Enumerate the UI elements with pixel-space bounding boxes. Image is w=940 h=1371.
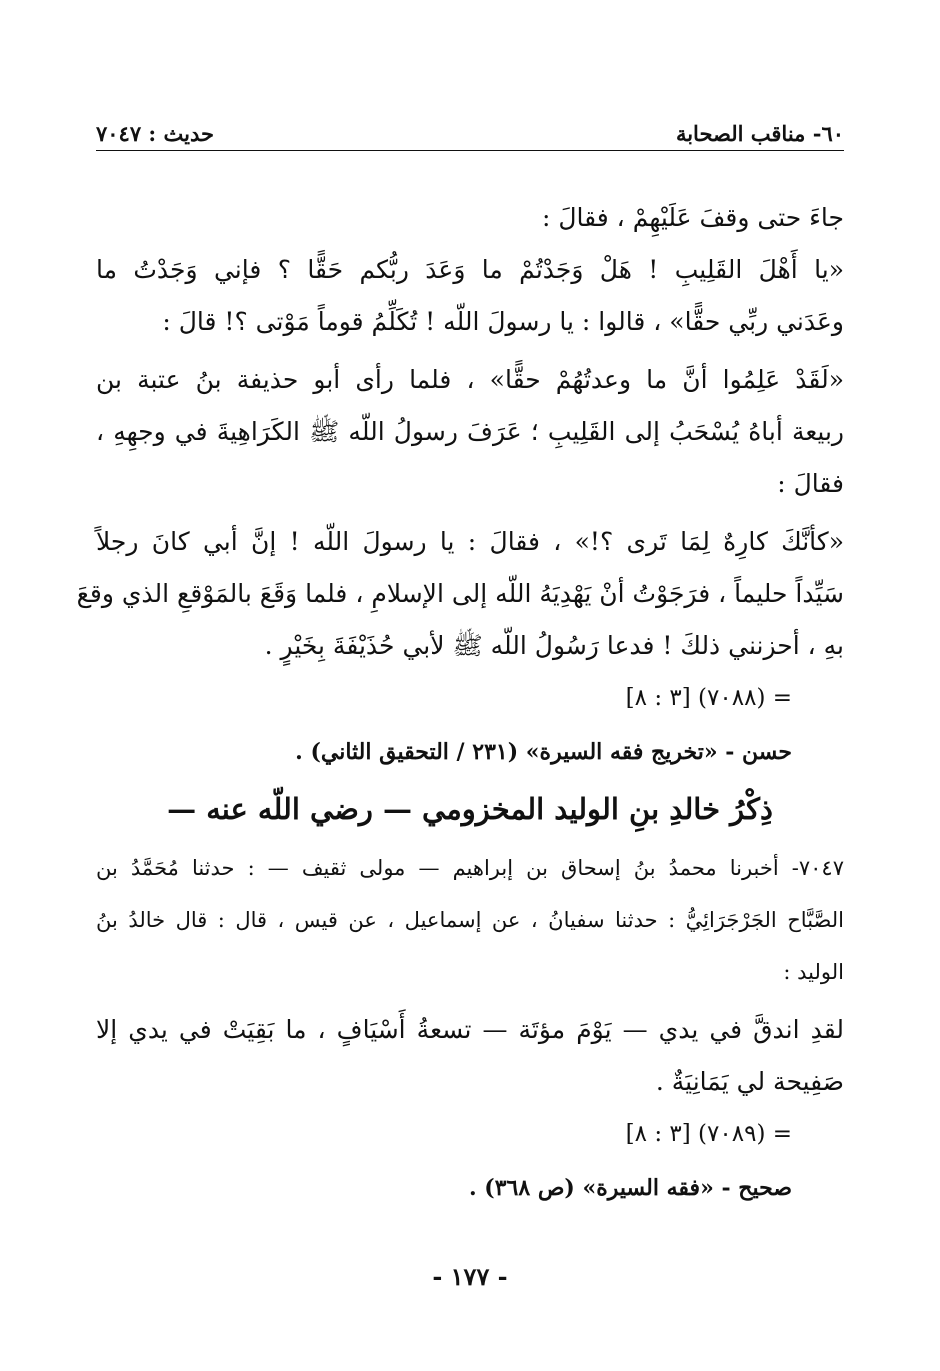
- hadith-number: حديث : ٧٠٤٧: [96, 121, 214, 146]
- text-line: لقدِ اندقَّ في يدي — يَوْمَ مؤتَة — تسعةُ أَسْيَافٍ ، ما بَقِيَتْ في يدي إلا: [96, 1015, 844, 1044]
- text-line: «لَقَدْ عَلِمُوا أنَّ ما وعدتُهُمْ حقًّا» ، فلما رأى أبو حذيفة بنُ عتبة بن: [96, 365, 844, 394]
- header-divider: [96, 150, 844, 151]
- text-line: ربيعة أباهُ يُسْحَبُ إلى القَلِيبِ ؛ عَرَفَ رسولُ اللّه ﷺ الكَرَاهِيةَ في وجهِهِ ،: [96, 417, 844, 446]
- page-body: [76, 192, 844, 1214]
- text-line: سَيِّداً حليماً ، فرَجَوْتُ أنْ يَهْدِيَهُ اللّه إلى الإسلامِ ، فلما وَقَعَ بالمَوْقعِ الذي وقعَ: [76, 579, 844, 608]
- text-line: «يا أَهْلَ القَلِيبِ ! هَلْ وَجَدْتُمْ ما وَعَدَ ربُّكم حَقًّا ؟ فإني وَجَدْتُ ما: [96, 255, 844, 284]
- text-line: فقالَ :: [777, 469, 844, 498]
- text-line: «كأنَّكَ كارِهٌ لِمَا تَرى ؟!» ، فقالَ : يا رسولَ اللّه ! إنَّ أبي كانَ رجلاً: [96, 527, 844, 556]
- isnad-line: ٧٠٤٧- أخبرنا محمدُ بنُ إسحاق بن إبراهيم — مولى ثقيف — : حدثنا مُحَمَّدُ بن: [96, 856, 844, 880]
- page-number: - ١٧٧ -: [432, 1262, 508, 1291]
- cross-reference: = (٧٠٨٨) [٣ : ٨]: [625, 685, 792, 711]
- text-line: صَفِيحة لي يَمَانِيَةٌ .: [655, 1067, 844, 1096]
- chapter-title: ٦٠- مناقب الصحابة: [675, 121, 844, 146]
- text-line: وعَدَني ربِّي حقًّا» ، قالوا : يا رسولَ اللّه ! تُكَلِّمُ قوماً مَوْتى ؟! قالَ :: [162, 307, 844, 336]
- isnad-line: الوليد :: [783, 960, 844, 984]
- text-line: جاءَ حتى وقفَ عَلَيْهِمْ ، فقالَ :: [541, 203, 844, 232]
- text-line: بهِ ، أحزنني ذلكَ ! فدعا رَسُولُ اللّه ﷺ لأبي حُذَيْفَةَ بِخَيْرٍ .: [264, 631, 844, 660]
- running-header: [96, 112, 844, 146]
- chapter-heading: ذِكْرُ خالدِ بنِ الوليد المخزومي — رضي اللّه عنه —: [167, 792, 773, 826]
- cross-reference: = (٧٠٨٩) [٣ : ٨]: [625, 1121, 792, 1147]
- hadith-grade: صحيح - «فقه السيرة» (ص ٣٦٨) .: [468, 1175, 792, 1201]
- hadith-grade: حسن - «تخريج فقه السيرة» (٢٣١ / التحقيق الثاني) .: [295, 739, 792, 765]
- isnad-line: الصَّبَّاح الجَرْجَرَائِيُّ : حدثنا سفيانُ ، عن إسماعيل ، عن قيس ، قال : قال خالدُ بنُ: [96, 908, 844, 932]
